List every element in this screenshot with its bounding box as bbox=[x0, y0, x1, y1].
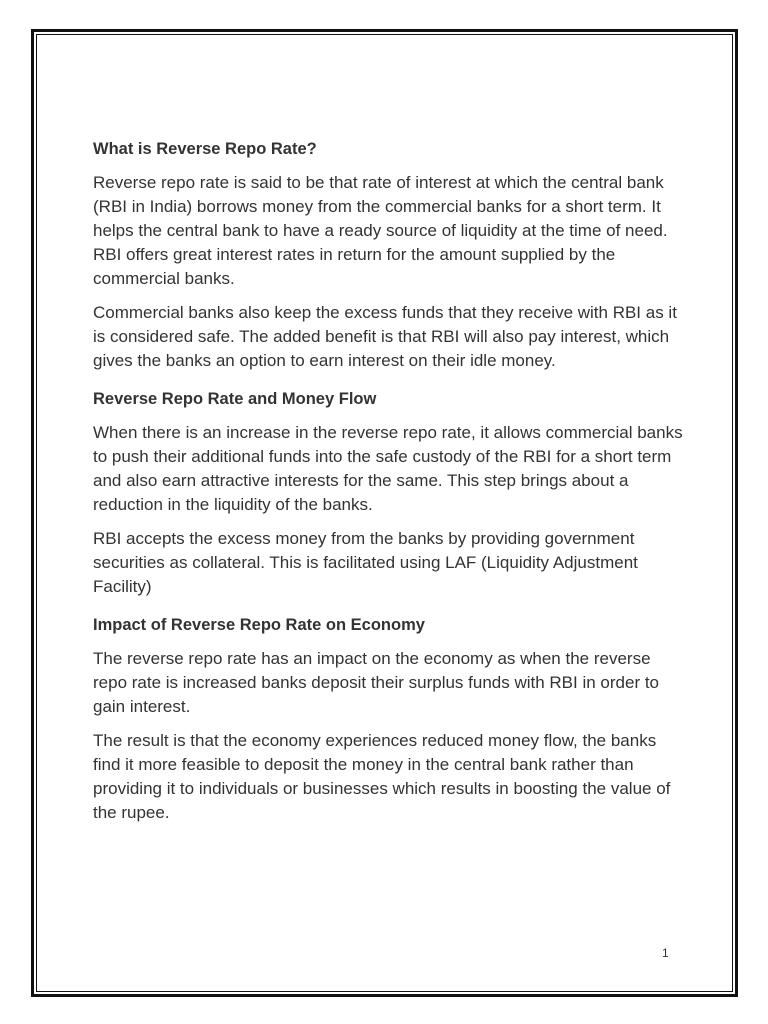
page-number: 1 bbox=[662, 946, 669, 960]
paragraph: Reverse repo rate is said to be that rate of interest at which the central bank (RBI in India) borrows money from the commercial banks for a short term. It helps the central bank to have a ready source of liquidity at the time of need. RBI offers great interest rates in return for the amount supplied by the commercial banks. bbox=[93, 173, 668, 288]
section-heading: Reverse Repo Rate and Money Flow bbox=[93, 390, 377, 408]
paragraph: RBI accepts the excess money from the banks by providing government securities as collateral. This is facilitated using LAF (Liquidity Adjustment Facility) bbox=[93, 529, 638, 596]
paragraph: When there is an increase in the reverse repo rate, it allows commercial banks to push their additional funds into the safe custody of the RBI for a short term and also earn attractive interests for the same. This step brings about a reduction in the liquidity of the banks. bbox=[93, 423, 683, 514]
section-money-flow bbox=[93, 387, 683, 599]
section-heading: What is Reverse Repo Rate? bbox=[93, 140, 317, 158]
section-what-is-reverse-repo bbox=[93, 137, 683, 373]
paragraph: The result is that the economy experiences reduced money flow, the banks find it more feasible to deposit the money in the central bank rather than providing it to individuals or businesses which results in boosting the value of the rupee. bbox=[93, 731, 671, 822]
section-impact-on-economy bbox=[93, 613, 683, 825]
document-body bbox=[93, 137, 683, 839]
paragraph: The reverse repo rate has an impact on the economy as when the reverse repo rate is increased banks deposit their surplus funds with RBI in order to gain interest. bbox=[93, 649, 660, 716]
paragraph: Commercial banks also keep the excess funds that they receive with RBI as it is considered safe. The added benefit is that RBI will also pay interest, which gives the banks an option to earn interest on their idle money. bbox=[93, 303, 677, 370]
section-heading: Impact of Reverse Repo Rate on Economy bbox=[93, 616, 425, 634]
